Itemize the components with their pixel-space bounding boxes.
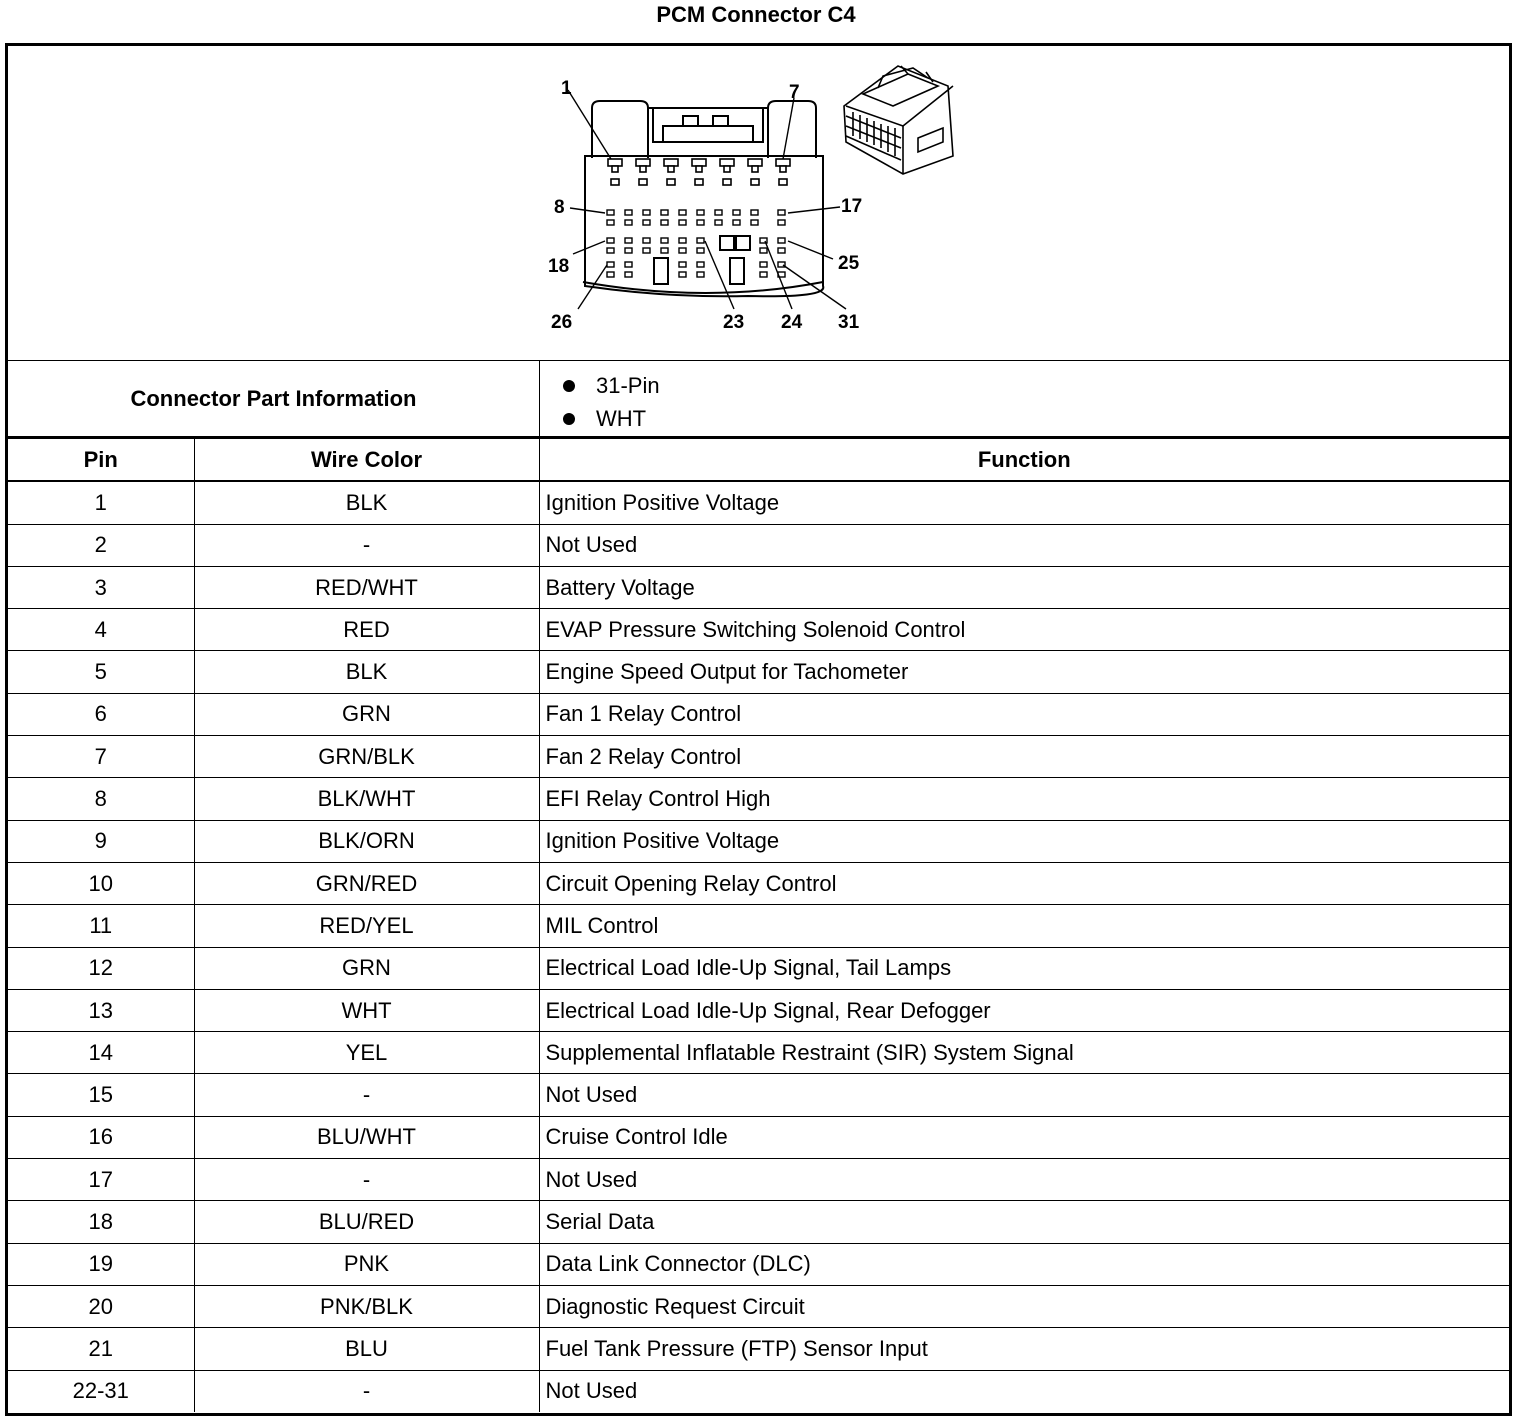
wire-color-cell: GRN/BLK	[194, 736, 539, 778]
wire-color-cell: -	[194, 1370, 539, 1412]
pin-cell: 1	[8, 481, 194, 524]
connector-face-illustration	[8, 46, 1509, 360]
table-row	[8, 1201, 1509, 1243]
pin-label-25: 25	[838, 253, 860, 274]
wire-color-cell: BLK	[194, 651, 539, 693]
pin-label-17: 17	[841, 196, 863, 217]
function-cell: Not Used	[539, 524, 1509, 566]
function-cell: Fuel Tank Pressure (FTP) Sensor Input	[539, 1328, 1509, 1370]
table-row	[8, 1074, 1509, 1116]
wire-color-cell: YEL	[194, 1032, 539, 1074]
wire-color-cell: WHT	[194, 989, 539, 1031]
page-title: PCM Connector C4	[656, 2, 856, 27]
pin-cell: 21	[8, 1328, 194, 1370]
pin-cell: 7	[8, 736, 194, 778]
table-row	[8, 1032, 1509, 1074]
pin-label-1: 1	[561, 78, 572, 99]
function-cell: Diagnostic Request Circuit	[539, 1285, 1509, 1327]
connector-3d-icon	[844, 66, 953, 174]
function-cell: Supplemental Inflatable Restraint (SIR) System Signal	[539, 1032, 1509, 1074]
pin-cell: 2	[8, 524, 194, 566]
table-row	[8, 566, 1509, 608]
table-row	[8, 1243, 1509, 1285]
pin-label-31: 31	[838, 312, 860, 333]
column-header-pin: Pin	[8, 439, 194, 482]
pin-cell: 9	[8, 820, 194, 862]
pin-table	[8, 438, 1509, 1412]
function-cell: EFI Relay Control High	[539, 778, 1509, 820]
table-row	[8, 736, 1509, 778]
list-item: WHT	[540, 402, 660, 435]
pin-label-18: 18	[548, 256, 570, 277]
table-row	[8, 1159, 1509, 1201]
wire-color-cell: GRN	[194, 693, 539, 735]
list-item: 31-Pin	[540, 369, 660, 402]
wire-color-cell: GRN/RED	[194, 862, 539, 904]
function-cell: Battery Voltage	[539, 566, 1509, 608]
wire-color-cell: BLU/RED	[194, 1201, 539, 1243]
table-header-row	[8, 439, 1509, 482]
pin-cell: 19	[8, 1243, 194, 1285]
wire-color-cell: -	[194, 1074, 539, 1116]
pin-cell: 15	[8, 1074, 194, 1116]
table-row	[8, 524, 1509, 566]
pin-cell: 18	[8, 1201, 194, 1243]
function-cell: Ignition Positive Voltage	[539, 481, 1509, 524]
table-row	[8, 820, 1509, 862]
table-row	[8, 862, 1509, 904]
wire-color-cell: PNK/BLK	[194, 1285, 539, 1327]
pin-label-7: 7	[789, 82, 800, 103]
pin-cell: 12	[8, 947, 194, 989]
pin-cell: 10	[8, 862, 194, 904]
connector-part-information-list	[540, 369, 660, 435]
pin-cell: 22-31	[8, 1370, 194, 1412]
bullet-icon	[563, 413, 575, 425]
wire-color-cell: BLU/WHT	[194, 1116, 539, 1158]
pin-label-26: 26	[551, 312, 573, 333]
wire-color-cell: BLU	[194, 1328, 539, 1370]
connector-diagram	[8, 46, 1509, 361]
pin-cell: 8	[8, 778, 194, 820]
wire-color-cell: RED	[194, 609, 539, 651]
function-cell: Ignition Positive Voltage	[539, 820, 1509, 862]
table-row	[8, 989, 1509, 1031]
pin-cell: 5	[8, 651, 194, 693]
table-row	[8, 1116, 1509, 1158]
pin-cell: 17	[8, 1159, 194, 1201]
pin-cell: 6	[8, 693, 194, 735]
wire-color-cell: RED/YEL	[194, 905, 539, 947]
function-cell: Fan 2 Relay Control	[539, 736, 1509, 778]
function-cell: Electrical Load Idle-Up Signal, Tail Lamps	[539, 947, 1509, 989]
table-row	[8, 693, 1509, 735]
pin-cell: 4	[8, 609, 194, 651]
function-cell: Data Link Connector (DLC)	[539, 1243, 1509, 1285]
function-cell: Serial Data	[539, 1201, 1509, 1243]
wire-color-cell: PNK	[194, 1243, 539, 1285]
function-cell: Not Used	[539, 1159, 1509, 1201]
pin-cell: 11	[8, 905, 194, 947]
bullet-icon	[563, 380, 575, 392]
table-row	[8, 1285, 1509, 1327]
table-row	[8, 905, 1509, 947]
wire-color-cell: BLK/WHT	[194, 778, 539, 820]
column-header-function: Function	[539, 439, 1509, 482]
connector-part-information-row	[8, 361, 1509, 438]
pin-label-23: 23	[723, 312, 745, 333]
pin-cell: 3	[8, 566, 194, 608]
pin-cell: 13	[8, 989, 194, 1031]
wire-color-cell: GRN	[194, 947, 539, 989]
function-cell: Engine Speed Output for Tachometer	[539, 651, 1509, 693]
table-row	[8, 609, 1509, 651]
pin-cell: 20	[8, 1285, 194, 1327]
pin-label-24: 24	[781, 312, 803, 333]
table-row	[8, 1328, 1509, 1370]
table-row	[8, 778, 1509, 820]
function-cell: MIL Control	[539, 905, 1509, 947]
table-row	[8, 481, 1509, 524]
wire-color-cell: RED/WHT	[194, 566, 539, 608]
pin-label-8: 8	[554, 197, 565, 218]
wire-color-cell: BLK/ORN	[194, 820, 539, 862]
function-cell: Cruise Control Idle	[539, 1116, 1509, 1158]
connector-sheet	[5, 43, 1512, 1416]
pin-cell: 14	[8, 1032, 194, 1074]
function-cell: Fan 1 Relay Control	[539, 693, 1509, 735]
function-cell: Circuit Opening Relay Control	[539, 862, 1509, 904]
wire-color-cell: -	[194, 1159, 539, 1201]
function-cell: Not Used	[539, 1074, 1509, 1116]
connector-part-information-label: Connector Part Information	[8, 361, 540, 436]
wire-color-cell: BLK	[194, 481, 539, 524]
table-row	[8, 947, 1509, 989]
table-row	[8, 651, 1509, 693]
wire-color-cell: -	[194, 524, 539, 566]
table-row	[8, 1370, 1509, 1412]
function-cell: EVAP Pressure Switching Solenoid Control	[539, 609, 1509, 651]
function-cell: Not Used	[539, 1370, 1509, 1412]
column-header-wire-color: Wire Color	[194, 439, 539, 482]
pin-table-body	[8, 481, 1509, 1412]
function-cell: Electrical Load Idle-Up Signal, Rear Defogger	[539, 989, 1509, 1031]
pin-cell: 16	[8, 1116, 194, 1158]
